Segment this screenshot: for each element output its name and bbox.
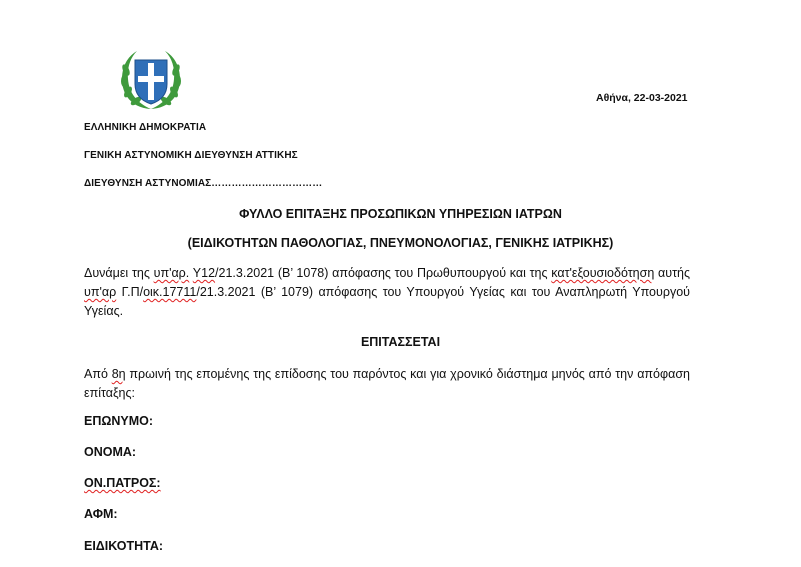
field-specialty-label: ΕΙΔΙΚΟΤΗΤΑ:: [84, 539, 164, 553]
document-subtitle: (ΕΙΔΙΚΟΤΗΤΩΝ ΠΑΘΟΛΟΓΙΑΣ, ΠΝΕΥΜΟΝΟΛΟΓΙΑΣ, ΓΕΝΙΚΗΣ ΙΑΤΡΙΚΗΣ): [187, 236, 614, 250]
org-attica-police-directorate: ΓΕΝΙΚΗ ΑΣΤΥΝΟΜΙΚΗ ΔΙΕΥΘΥΝΣΗ ΑΤΤΙΚΗΣ: [84, 150, 298, 161]
org-police-directorate: ΔΙΕΥΘΥΝΣΗ ΑΣΤΥΝΟΜΙΑΣ……………………………: [84, 178, 323, 189]
greek-coat-of-arms-emblem: [117, 46, 185, 114]
requisition-period-paragraph: Από 8η πρωινή της επομένης της επίδοσης του παρόντος και για χρονικό διάστημα μηνός από την απόφαση επίταξης:: [84, 367, 690, 400]
field-afm-label: ΑΦΜ:: [84, 507, 118, 521]
field-name-label: ΟΝΟΜΑ:: [84, 445, 137, 459]
legal-basis-paragraph: Δυνάμει της υπ'αρ. Υ12/21.3.2021 (Β’ 1078) απόφασης του Πρωθυπουργού και της κατ'εξουσιοδότηση αυτής υπ'αρ Γ.Π/οικ.17711/21.3.2021 (Β’ 1079) απόφασης του Υπουργού Υγείας και του Αναπληρωτή Υπουργού Υγείας.: [84, 266, 691, 318]
order-heading: ΕΠΙΤΑΣΣΕΤΑΙ: [360, 335, 441, 349]
org-hellenic-republic: ΕΛΛΗΝΙΚΗ ΔΗΜΟΚΡΑΤΙΑ: [84, 122, 207, 133]
field-surname-label: ΕΠΩΝΥΜΟ:: [84, 414, 154, 428]
document-title: ΦΥΛΛΟ ΕΠΙΤΑΞΗΣ ΠΡΟΣΩΠΙΚΩΝ ΥΠΗΡΕΣΙΩΝ ΙΑΤΡΩΝ: [239, 207, 562, 221]
field-father-name-label: ΟΝ.ΠΑΤΡΟΣ:: [84, 476, 161, 490]
document-date: Αθήνα, 22-03-2021: [596, 92, 688, 104]
